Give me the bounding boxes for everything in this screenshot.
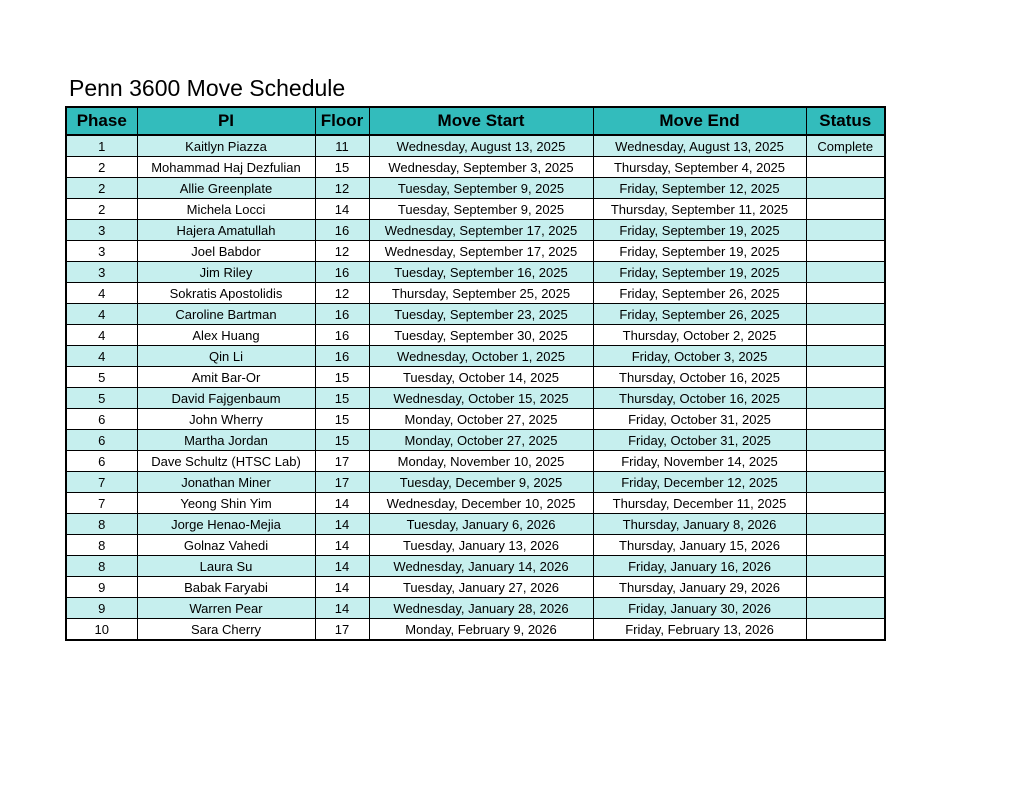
table-row [66, 346, 885, 367]
status-cell [806, 157, 885, 178]
status-cell [806, 493, 885, 514]
status-cell [806, 346, 885, 367]
pi-cell: John Wherry [137, 409, 315, 430]
floor-cell: 16 [315, 304, 369, 325]
table-row [66, 430, 885, 451]
phase-cell: 5 [66, 367, 137, 388]
floor-cell: 11 [315, 135, 369, 157]
table-row [66, 199, 885, 220]
floor-cell: 17 [315, 472, 369, 493]
floor-cell: 15 [315, 388, 369, 409]
floor-cell: 16 [315, 220, 369, 241]
phase-cell: 3 [66, 262, 137, 283]
table-row [66, 220, 885, 241]
phase-cell: 4 [66, 304, 137, 325]
floor-cell: 15 [315, 157, 369, 178]
status-cell: Complete [806, 135, 885, 157]
header-floor: Floor [315, 107, 369, 135]
status-cell [806, 619, 885, 641]
floor-cell: 14 [315, 598, 369, 619]
floor-cell: 15 [315, 430, 369, 451]
pi-cell: David Fajgenbaum [137, 388, 315, 409]
move-end-cell: Thursday, January 29, 2026 [593, 577, 806, 598]
pi-cell: Jim Riley [137, 262, 315, 283]
move-start-cell: Tuesday, September 23, 2025 [369, 304, 593, 325]
status-cell [806, 262, 885, 283]
phase-cell: 6 [66, 451, 137, 472]
move-end-cell: Friday, October 31, 2025 [593, 409, 806, 430]
table-row [66, 283, 885, 304]
move-end-cell: Thursday, December 11, 2025 [593, 493, 806, 514]
move-end-cell: Friday, January 16, 2026 [593, 556, 806, 577]
status-cell [806, 451, 885, 472]
table-row [66, 472, 885, 493]
floor-cell: 14 [315, 556, 369, 577]
table-row [66, 577, 885, 598]
pi-cell: Jorge Henao-Mejia [137, 514, 315, 535]
move-start-cell: Tuesday, September 30, 2025 [369, 325, 593, 346]
move-start-cell: Wednesday, September 17, 2025 [369, 241, 593, 262]
move-start-cell: Wednesday, October 1, 2025 [369, 346, 593, 367]
pi-cell: Caroline Bartman [137, 304, 315, 325]
move-end-cell: Friday, September 12, 2025 [593, 178, 806, 199]
move-start-cell: Tuesday, September 9, 2025 [369, 178, 593, 199]
move-start-cell: Monday, October 27, 2025 [369, 409, 593, 430]
table-row [66, 241, 885, 262]
move-end-cell: Friday, September 26, 2025 [593, 283, 806, 304]
pi-cell: Amit Bar-Or [137, 367, 315, 388]
header-status: Status [806, 107, 885, 135]
status-cell [806, 241, 885, 262]
move-start-cell: Monday, November 10, 2025 [369, 451, 593, 472]
move-start-cell: Monday, February 9, 2026 [369, 619, 593, 641]
status-cell [806, 367, 885, 388]
table-row [66, 304, 885, 325]
pi-cell: Alex Huang [137, 325, 315, 346]
move-end-cell: Friday, September 26, 2025 [593, 304, 806, 325]
move-end-cell: Thursday, September 4, 2025 [593, 157, 806, 178]
floor-cell: 16 [315, 325, 369, 346]
status-cell [806, 304, 885, 325]
pi-cell: Golnaz Vahedi [137, 535, 315, 556]
status-cell [806, 220, 885, 241]
status-cell [806, 598, 885, 619]
floor-cell: 12 [315, 241, 369, 262]
status-cell [806, 430, 885, 451]
move-end-cell: Friday, September 19, 2025 [593, 262, 806, 283]
pi-cell: Michela Locci [137, 199, 315, 220]
status-cell [806, 514, 885, 535]
move-start-cell: Tuesday, September 16, 2025 [369, 262, 593, 283]
table-row [66, 367, 885, 388]
phase-cell: 4 [66, 283, 137, 304]
floor-cell: 14 [315, 535, 369, 556]
pi-cell: Sara Cherry [137, 619, 315, 641]
floor-cell: 12 [315, 178, 369, 199]
phase-cell: 3 [66, 220, 137, 241]
phase-cell: 5 [66, 388, 137, 409]
floor-cell: 14 [315, 493, 369, 514]
move-start-cell: Wednesday, September 3, 2025 [369, 157, 593, 178]
move-start-cell: Tuesday, January 27, 2026 [369, 577, 593, 598]
header-move-end: Move End [593, 107, 806, 135]
move-end-cell: Friday, September 19, 2025 [593, 241, 806, 262]
status-cell [806, 577, 885, 598]
pi-cell: Allie Greenplate [137, 178, 315, 199]
pi-cell: Martha Jordan [137, 430, 315, 451]
pi-cell: Yeong Shin Yim [137, 493, 315, 514]
phase-cell: 2 [66, 199, 137, 220]
move-end-cell: Thursday, January 15, 2026 [593, 535, 806, 556]
move-end-cell: Thursday, October 16, 2025 [593, 388, 806, 409]
status-cell [806, 409, 885, 430]
floor-cell: 12 [315, 283, 369, 304]
move-end-cell: Thursday, October 2, 2025 [593, 325, 806, 346]
pi-cell: Sokratis Apostolidis [137, 283, 315, 304]
status-cell [806, 178, 885, 199]
table-row [66, 493, 885, 514]
phase-cell: 8 [66, 514, 137, 535]
move-end-cell: Friday, November 14, 2025 [593, 451, 806, 472]
phase-cell: 8 [66, 556, 137, 577]
phase-cell: 1 [66, 135, 137, 157]
move-end-cell: Friday, September 19, 2025 [593, 220, 806, 241]
move-end-cell: Wednesday, August 13, 2025 [593, 135, 806, 157]
header-move-start: Move Start [369, 107, 593, 135]
floor-cell: 14 [315, 577, 369, 598]
move-end-cell: Thursday, October 16, 2025 [593, 367, 806, 388]
phase-cell: 9 [66, 598, 137, 619]
move-start-cell: Monday, October 27, 2025 [369, 430, 593, 451]
table-row [66, 514, 885, 535]
move-start-cell: Tuesday, December 9, 2025 [369, 472, 593, 493]
pi-cell: Qin Li [137, 346, 315, 367]
move-end-cell: Thursday, September 11, 2025 [593, 199, 806, 220]
table-row [66, 556, 885, 577]
table-row [66, 535, 885, 556]
schedule-table [65, 106, 886, 641]
floor-cell: 15 [315, 367, 369, 388]
move-end-cell: Friday, October 31, 2025 [593, 430, 806, 451]
status-cell [806, 199, 885, 220]
move-start-cell: Wednesday, October 15, 2025 [369, 388, 593, 409]
floor-cell: 16 [315, 346, 369, 367]
table-row [66, 262, 885, 283]
table-row [66, 451, 885, 472]
table-row [66, 598, 885, 619]
move-end-cell: Friday, October 3, 2025 [593, 346, 806, 367]
phase-cell: 6 [66, 430, 137, 451]
phase-cell: 4 [66, 325, 137, 346]
table-row [66, 325, 885, 346]
move-start-cell: Tuesday, January 6, 2026 [369, 514, 593, 535]
floor-cell: 17 [315, 619, 369, 641]
phase-cell: 3 [66, 241, 137, 262]
pi-cell: Babak Faryabi [137, 577, 315, 598]
move-start-cell: Wednesday, September 17, 2025 [369, 220, 593, 241]
status-cell [806, 283, 885, 304]
table-row [66, 178, 885, 199]
floor-cell: 16 [315, 262, 369, 283]
phase-cell: 2 [66, 157, 137, 178]
pi-cell: Laura Su [137, 556, 315, 577]
status-cell [806, 325, 885, 346]
table-row [66, 619, 885, 641]
header-pi: PI [137, 107, 315, 135]
phase-cell: 6 [66, 409, 137, 430]
pi-cell: Joel Babdor [137, 241, 315, 262]
move-start-cell: Tuesday, October 14, 2025 [369, 367, 593, 388]
pi-cell: Warren Pear [137, 598, 315, 619]
pi-cell: Dave Schultz (HTSC Lab) [137, 451, 315, 472]
move-start-cell: Wednesday, January 14, 2026 [369, 556, 593, 577]
phase-cell: 8 [66, 535, 137, 556]
table-row [66, 135, 885, 157]
move-start-cell: Wednesday, January 28, 2026 [369, 598, 593, 619]
move-start-cell: Tuesday, September 9, 2025 [369, 199, 593, 220]
floor-cell: 15 [315, 409, 369, 430]
move-end-cell: Friday, February 13, 2026 [593, 619, 806, 641]
table-row [66, 409, 885, 430]
phase-cell: 2 [66, 178, 137, 199]
header-phase: Phase [66, 107, 137, 135]
move-end-cell: Thursday, January 8, 2026 [593, 514, 806, 535]
pi-cell: Kaitlyn Piazza [137, 135, 315, 157]
phase-cell: 9 [66, 577, 137, 598]
floor-cell: 14 [315, 514, 369, 535]
page-title: Penn 3600 Move Schedule [69, 75, 346, 101]
move-start-cell: Wednesday, August 13, 2025 [369, 135, 593, 157]
table-row [66, 388, 885, 409]
phase-cell: 10 [66, 619, 137, 641]
pi-cell: Jonathan Miner [137, 472, 315, 493]
phase-cell: 7 [66, 493, 137, 514]
move-end-cell: Friday, January 30, 2026 [593, 598, 806, 619]
status-cell [806, 388, 885, 409]
header-row [66, 107, 885, 135]
move-end-cell: Friday, December 12, 2025 [593, 472, 806, 493]
floor-cell: 17 [315, 451, 369, 472]
pi-cell: Mohammad Haj Dezfulian [137, 157, 315, 178]
floor-cell: 14 [315, 199, 369, 220]
phase-cell: 4 [66, 346, 137, 367]
status-cell [806, 556, 885, 577]
pi-cell: Hajera Amatullah [137, 220, 315, 241]
move-start-cell: Tuesday, January 13, 2026 [369, 535, 593, 556]
move-start-cell: Wednesday, December 10, 2025 [369, 493, 593, 514]
status-cell [806, 472, 885, 493]
move-start-cell: Thursday, September 25, 2025 [369, 283, 593, 304]
status-cell [806, 535, 885, 556]
table-row [66, 157, 885, 178]
phase-cell: 7 [66, 472, 137, 493]
